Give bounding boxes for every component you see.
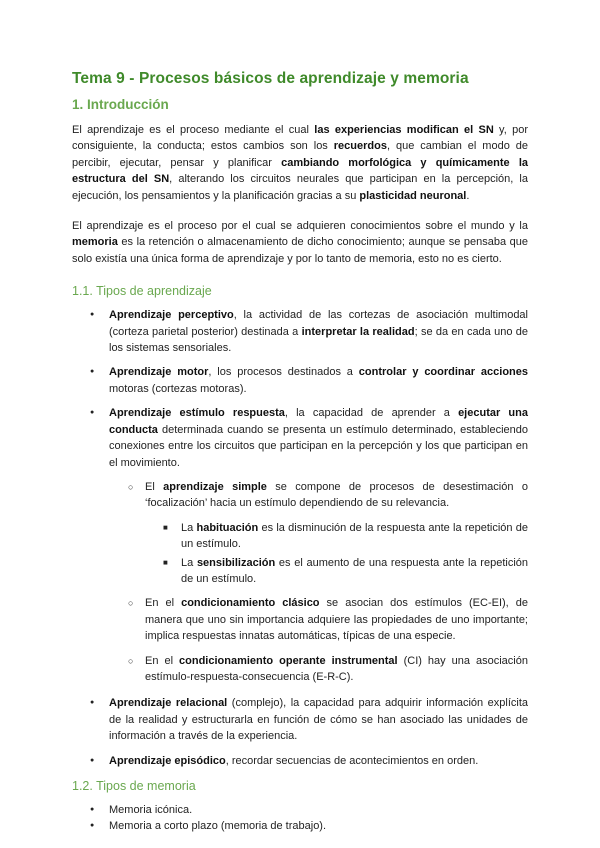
section-heading-introduccion: 1. Introducción [72, 97, 169, 112]
list-item-condicionamiento-operante: ○ En el condicionamiento operante instrumental (CI) hay una asociación estímulo-respuesta-consecuencia (E-R-C). [109, 653, 528, 686]
memory-types-list [72, 802, 528, 835]
document-title: Tema 9 - Procesos básicos de aprendizaje y memoria [72, 70, 469, 87]
list-item-perceptivo: ● Aprendizaje perceptivo, la actividad de las cortezas de asociación multimodal (corteza parietal posterior) destinada a interpretar la realidad; se da en cada uno de los sistemas sensoriales. [72, 307, 528, 356]
intro-paragraph-1: El aprendizaje es el proceso mediante el cual las experiencias modifican el SN y, por consiguiente, la conducta; estos cambios son los recuerdos, que cambian el modo de percibir, ejecutar, pensar y planificar cambiando morfológica y químicamente la estructura del SN, alterando los circuitos neurales que participan en la percepción, la ejecución, los pensamientos y la planificación gracias a su plasticidad neuronal. [72, 124, 528, 202]
list-item-estimulo-respuesta: ● Aprendizaje estímulo respuesta, la capacidad de aprender a ejecutar una conducta determinada cuando se presenta un estímulo determinado, estableciendo conexiones entre los circuitos que participan en la percepción y los que participan en el movimiento. ○ El aprendizaje simple se compone de procesos de desestimación o ‘focalización’ hacia un estímulo dependiendo de su relevancia. ■ La habituación es la disminución de la respuesta ante la repetición de un estímulo. ■ La sensibilización es el aumento de una respuesta ante la repetición de un estímulo. ○ En el condicionamiento clásico se asocian dos estímulos (EC-EI), de manera que uno sin importancia adquiere las propiedades de uno importante; implica respuestas innatas automáticas, típicas de una especie. ○ En el condicionamiento operante instrumental (CI) hay una asociación estímulo-respuesta-consecuencia (E-R-C). [72, 405, 528, 685]
list-item-sensibilizacion: ■ La sensibilización es el aumento de una respuesta ante la repetición de un estímulo. [145, 555, 528, 588]
list-item-memoria-iconica: ● Memoria icónica. [72, 802, 528, 818]
subsection-heading-tipos-memoria: 1.2. Tipos de memoria [72, 779, 196, 793]
list-item-habituacion: ■ La habituación es la disminución de la respuesta ante la repetición de un estímulo. [145, 520, 528, 553]
list-item-aprendizaje-simple: ○ El aprendizaje simple se compone de procesos de desestimación o ‘focalización’ hacia un estímulo dependiendo de su relevancia. ■ La habituación es la disminución de la respuesta ante la repetición de un estímulo. ■ La sensibilización es el aumento de una respuesta ante la repetición de un estímulo. [109, 479, 528, 587]
list-item-relacional: ● Aprendizaje relacional (complejo), la capacidad para adquirir información explícita de la realidad y estructurarla en función de cómo se han asociado las unidades de información a través de la experiencia. [72, 695, 528, 744]
list-item-motor: ● Aprendizaje motor, los procesos destinados a controlar y coordinar acciones motoras (cortezas motoras). [72, 364, 528, 397]
list-item-memoria-corto-plazo: ● Memoria a corto plazo (memoria de trabajo). [72, 818, 528, 834]
learning-types-list [72, 307, 528, 769]
sublist-estimulo-respuesta [109, 479, 528, 685]
sublist-aprendizaje-simple [145, 520, 528, 588]
subsection-heading-tipos-aprendizaje: 1.1. Tipos de aprendizaje [72, 284, 212, 299]
list-item-episodico: ● Aprendizaje episódico, recordar secuencias de acontecimientos en orden. [72, 753, 528, 769]
intro-paragraph-2: El aprendizaje es el proceso por el cual se adquieren conocimientos sobre el mundo y la memoria es la retención o almacenamiento de dicho conocimiento; aunque se pensaba que solo existía una única forma de aprendizaje y por lo tanto de memoria, esto no es cierto. [72, 220, 528, 265]
list-item-condicionamiento-clasico: ○ En el condicionamiento clásico se asocian dos estímulos (EC-EI), de manera que uno sin importancia adquiere las propiedades de uno importante; implica respuestas innatas automáticas, típicas de una especie. [109, 595, 528, 644]
